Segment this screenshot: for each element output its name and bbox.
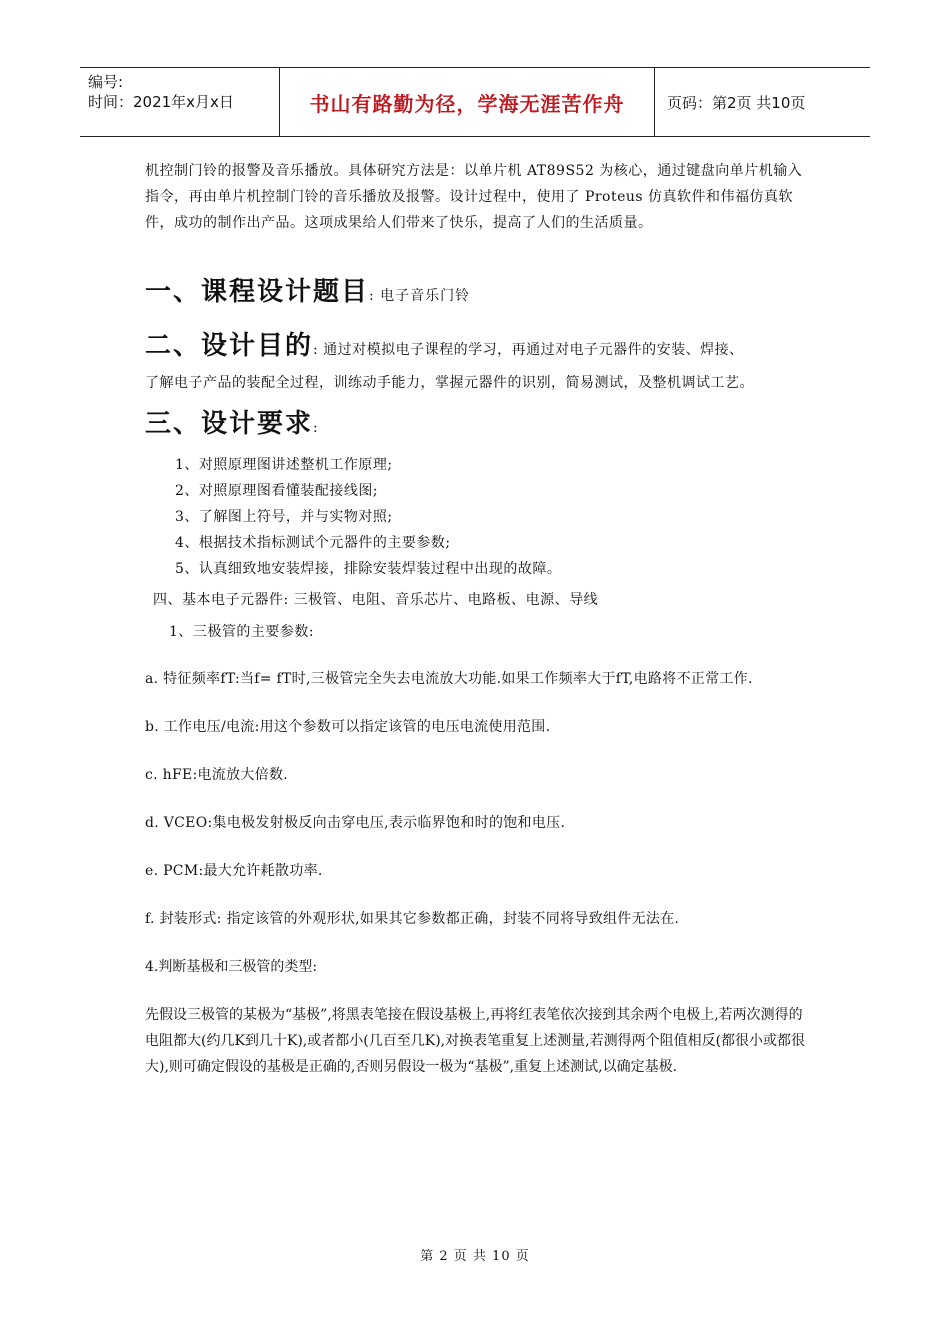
judge-heading: 4.判断基极和三极管的类型:	[145, 959, 318, 975]
time-label: 时间：2021年x月x日	[88, 93, 234, 111]
section-course-title	[145, 272, 815, 316]
requirements-list	[145, 452, 815, 582]
param-item: b. 工作电压/电流:用这个参数可以指定该管的电压电流使用范围.	[145, 719, 551, 735]
subsection-transistor-params: 1、三极管的主要参数:	[169, 624, 315, 640]
param-item: a. 特征频率fT:当f= fT时,三极管完全失去电流放大功能.如果工作频率大于fT,电路将不正常工作.	[145, 671, 753, 687]
header-page-label: 页码：第2页 共10页	[667, 93, 806, 112]
list-item: 3、了解图上符号，并与实物对照;	[175, 509, 393, 525]
list-item: 2、对照原理图看懂装配接线图;	[175, 483, 379, 499]
param-item: f. 封装形式: 指定该管的外观形状,如果其它参数都正确，封装不同将导致组件无法在.	[145, 911, 680, 927]
section-1-heading: 一、课程设计题目	[145, 277, 370, 307]
page-header	[80, 67, 870, 137]
param-item: c. hFE:电流放大倍数.	[145, 767, 289, 783]
section-2-text: : 通过对模拟电子课程的学习，再通过对电子元器件的安装、焊接、	[313, 342, 744, 358]
section-4-heading: 四、基本电子元器件: 三极管、电阻、音乐芯片、电路板、电源、导线	[153, 592, 599, 608]
header-motto: 书山有路勤为径，学海无涯苦作舟	[280, 68, 655, 136]
intro-paragraph: 机控制门铃的报警及音乐播放。具体研究方法是：以单片机 AT89S52 为核心，通过键盘向单片机输入指令，再由单片机控制门铃的音乐播放及报警。设计过程中，使用了 Proteus 仿真软件和伟福仿真软件，成功的制作出产品。这项成果给人们带来了快乐，提高了人们的生活质量。	[145, 163, 803, 231]
section-design-requirements	[145, 402, 815, 450]
list-item: 4、根据技术指标测试个元器件的主要参数;	[175, 535, 451, 551]
section-2-text-cont: 了解电子产品的装配全过程，训练动手能力，掌握元器件的识别，简易测试，及整机调试工艺。	[145, 375, 754, 391]
params-list	[145, 666, 815, 1080]
param-item: d. VCEO:集电极发射极反向击穿电压,表示临界饱和时的饱和电压.	[145, 815, 566, 831]
section-1-text: : 电子音乐门铃	[369, 288, 471, 304]
header-info-cell	[80, 68, 280, 136]
judge-paragraph: 先假设三极管的某极为“基极”,将黑表笔接在假设基极上,再将红表笔依次接到其余两个电极上,若两次测得的电阻都大(约几K到几十K),或者都小(几百至几K),对换表笔重复上述测量,若测得两个阻值相反(都很小或都很大),则可确定假设的基极是正确的,否则另假设一极为“基极”,重复上述测试,以确定基极.	[145, 1007, 806, 1075]
section-2-heading: 二、设计目的	[145, 331, 314, 361]
number-label: 编号:	[88, 73, 124, 91]
param-item: e. PCM:最大允许耗散功率.	[145, 863, 323, 879]
list-item: 5、认真细致地安装焊接，排除安装焊装过程中出现的故障。	[175, 561, 562, 577]
list-item: 1、对照原理图讲述整机工作原理;	[175, 457, 393, 473]
document-body	[145, 158, 815, 1080]
section-3-heading: 三、设计要求	[145, 409, 314, 439]
section-design-purpose	[145, 326, 815, 396]
section-3-text: :	[313, 420, 318, 436]
page-footer: 第 2 页 共 10 页	[420, 1249, 530, 1264]
